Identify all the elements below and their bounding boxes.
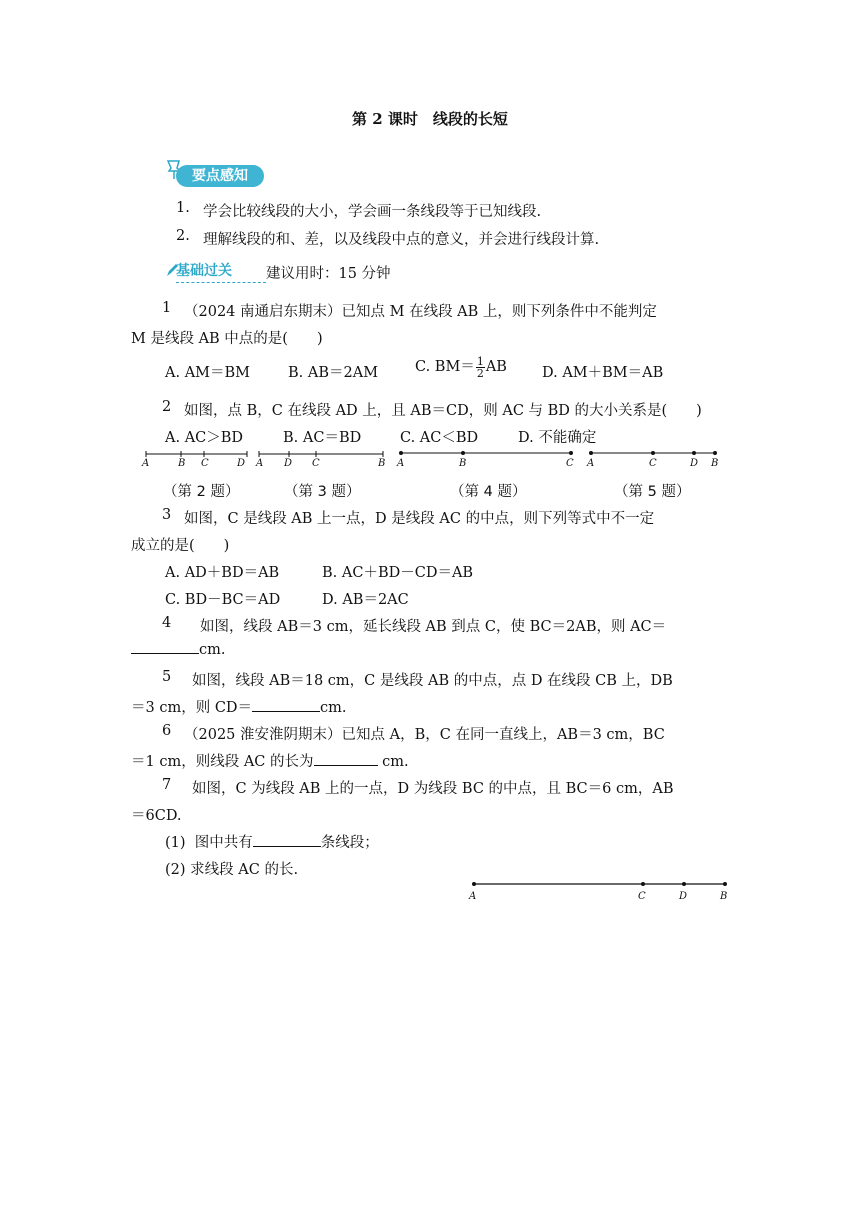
q2-option-b: B. AC＝BD: [283, 430, 362, 446]
fig5-caption: （第 5 题）: [614, 484, 691, 500]
section-badge-key-points: 要点感知: [176, 165, 264, 187]
fig3-label-c: C: [312, 458, 320, 469]
q7-sub2-number: (2): [165, 862, 186, 878]
fraction-denominator: 2: [476, 366, 484, 380]
section-badge-basics: 基础过关: [176, 263, 232, 279]
figure-5: [586, 451, 718, 469]
q3-option-d: D. AB＝2AC: [322, 592, 409, 608]
q5-line1: 如图，线段 AB＝18 cm，C 是线段 AB 的中点，点 D 在线段 CB 上，DB: [192, 673, 673, 689]
figure-4: [396, 451, 574, 469]
fig7-point-c: [641, 882, 645, 886]
q1-option-a: A. AM＝BM: [165, 365, 251, 381]
fraction-numerator: 1: [476, 354, 484, 368]
q1-number: 1: [162, 300, 172, 316]
fig4-point-a: [399, 451, 403, 455]
q1-option-d: D. AM＋BM＝AB: [542, 365, 664, 381]
q6-number: 6: [162, 723, 172, 739]
q3-line1: 如图，C 是线段 AB 上一点，D 是线段 AC 的中点，则下列等式中不一定: [184, 511, 655, 527]
q1-line1: （2024 南通启东期末）已知点 M 在线段 AB 上，则下列条件中不能判定: [184, 304, 657, 320]
fig7-label-d: D: [679, 891, 688, 902]
figure-3: [255, 451, 385, 469]
fig2-label-c: C: [201, 458, 209, 469]
fig4-caption: （第 4 题）: [450, 484, 527, 500]
q7-sub1-number: (1): [165, 835, 186, 851]
fig7-point-b: [723, 882, 727, 886]
q3-number: 3: [162, 507, 172, 523]
q7-answer-blank: [253, 845, 321, 847]
fig7-label-a: A: [469, 891, 477, 902]
fig4-label-c: C: [566, 458, 574, 469]
fig7-point-a: [472, 882, 476, 886]
q4-line2: [131, 642, 225, 658]
q1-option-b: B. AB＝2AM: [288, 365, 379, 381]
q1-option-c-fraction: [476, 356, 485, 379]
fig5-point-a: [589, 451, 593, 455]
q4-number: 4: [162, 615, 172, 631]
fig3-label-b: B: [378, 458, 386, 469]
q3-line2: 成立的是( ): [131, 538, 230, 554]
fig5-label-a: A: [587, 458, 595, 469]
q7-number: 7: [162, 777, 172, 793]
q6-line2: [131, 750, 409, 771]
fig3-caption: （第 3 题）: [284, 484, 361, 500]
page-title: 第 2 课时 线段的长短: [352, 110, 508, 128]
suggested-time: 建议用时：15 分钟: [266, 266, 391, 282]
fig4-label-a: A: [397, 458, 405, 469]
q5-number: 5: [162, 669, 172, 685]
q2-option-c: C. AC＜BD: [400, 430, 479, 446]
fig5-point-d: [692, 451, 696, 455]
q2-option-d: D. 不能确定: [518, 430, 597, 446]
q1-option-c-prefix: C. BM＝: [415, 359, 475, 375]
point-2-number: 2.: [176, 228, 190, 244]
q5-line2: [131, 696, 347, 717]
fig2-label-d: D: [237, 458, 246, 469]
q6-answer-blank: [314, 764, 378, 766]
fig2-label-b: B: [178, 458, 186, 469]
q2-text: 如图，点 B，C 在线段 AD 上，且 AB＝CD，则 AC 与 BD 的大小关系是( ): [184, 403, 702, 419]
figures-row: [0, 445, 860, 475]
fig4-label-b: B: [459, 458, 467, 469]
q3-option-b: B. AC＋BD－CD＝AB: [322, 565, 474, 581]
q7-sub1-prefix: 图中共有: [194, 835, 253, 851]
fig5-label-b: B: [711, 458, 719, 469]
q4-line1: 如图，线段 AB＝3 cm，延长线段 AB 到点 C，使 BC＝2AB，则 AC＝: [200, 619, 667, 635]
fig3-label-d: D: [284, 458, 293, 469]
q1-option-c: [415, 355, 507, 379]
q4-line2-suffix: cm.: [199, 642, 226, 658]
fig4-point-b: [461, 451, 465, 455]
q5-line2-suffix: cm.: [320, 700, 347, 716]
fig5-point-c: [651, 451, 655, 455]
q1-line2: M 是线段 AB 中点的是( ): [131, 331, 323, 347]
fig5-label-c: C: [649, 458, 657, 469]
point-2-text: 理解线段的和、差，以及线段中点的意义，并会进行线段计算.: [203, 232, 600, 248]
q2-number: 2: [162, 399, 172, 415]
fig2-caption: （第 2 题）: [163, 484, 240, 500]
fig5-point-b: [713, 451, 717, 455]
fig7-label-c: C: [638, 891, 646, 902]
q6-line2-suffix: cm.: [377, 754, 409, 770]
point-1-number: 1.: [176, 200, 190, 216]
figure-7: [0, 876, 860, 906]
point-1-text: 学会比较线段的大小，学会画一条线段等于已知线段.: [203, 204, 542, 220]
q6-line2-prefix: ＝1 cm，则线段 AC 的长为: [131, 754, 314, 770]
fig7-label-b: B: [720, 891, 728, 902]
q3-option-a: A. AD＋BD＝AB: [165, 565, 280, 581]
q5-answer-blank: [252, 710, 320, 712]
q1-option-c-suffix: AB: [485, 359, 507, 375]
fig4-point-c: [569, 451, 573, 455]
q2-option-a: A. AC＞BD: [165, 430, 244, 446]
q6-line1: （2025 淮安淮阴期末）已知点 A，B，C 在同一直线上，AB＝3 cm，BC: [184, 727, 665, 743]
q5-line2-prefix: ＝3 cm，则 CD＝: [131, 700, 253, 716]
q3-option-c: C. BD－BC＝AD: [165, 592, 281, 608]
fig2-label-a: A: [142, 458, 150, 469]
q7-sub1: [165, 831, 379, 852]
q4-answer-blank: [131, 652, 199, 654]
q7-sub1-suffix: 条线段；: [320, 835, 379, 851]
fig3-label-a: A: [256, 458, 264, 469]
figure-2: [141, 451, 247, 469]
fig5-label-d: D: [690, 458, 699, 469]
q7-sub2-text: 求线段 AC 的长.: [190, 862, 299, 878]
q7-line2: ＝6CD.: [131, 808, 182, 824]
q7-line1: 如图，C 为线段 AB 上的一点，D 为线段 BC 的中点，且 BC＝6 cm，AB: [192, 781, 674, 797]
fig7-point-d: [682, 882, 686, 886]
badge-underline: [176, 282, 266, 283]
